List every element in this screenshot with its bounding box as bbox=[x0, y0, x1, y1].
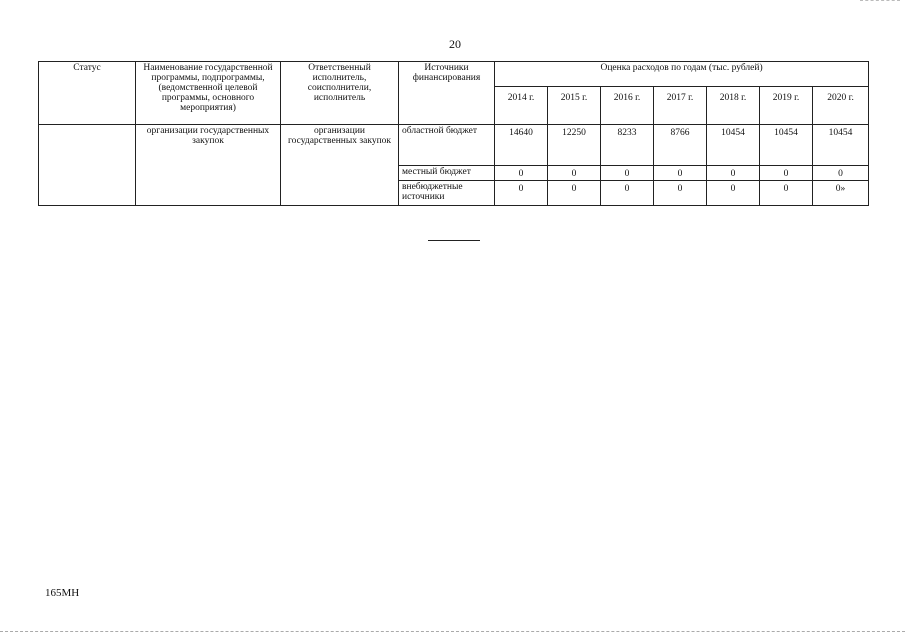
funding-source-cell: областной бюджет bbox=[399, 125, 495, 166]
value-cell: 0 bbox=[654, 166, 707, 181]
footer-document-code: 165МН bbox=[45, 587, 80, 599]
value-cell: 0 bbox=[813, 166, 869, 181]
program-name-cell: организации государственных закупок bbox=[136, 125, 281, 206]
value-cell: 0 bbox=[601, 166, 654, 181]
value-cell: 0 bbox=[548, 166, 601, 181]
value-cell: 10454 bbox=[707, 125, 760, 166]
page-number: 20 bbox=[449, 37, 461, 51]
budget-table bbox=[38, 61, 869, 206]
header-year: 2014 г. bbox=[495, 87, 548, 125]
header-year: 2019 г. bbox=[760, 87, 813, 125]
scan-corner-divider bbox=[860, 0, 900, 1]
funding-source-cell: местный бюджет bbox=[399, 166, 495, 181]
header-expense-estimate: Оценка расходов по годам (тыс. рублей) bbox=[495, 62, 869, 87]
header-year: 2018 г. bbox=[707, 87, 760, 125]
value-cell: 0 bbox=[601, 181, 654, 206]
table-row bbox=[39, 125, 869, 166]
value-cell: 0 bbox=[760, 166, 813, 181]
funding-source-cell: внебюджетные источники bbox=[399, 181, 495, 206]
status-cell bbox=[39, 125, 136, 206]
value-cell: 0 bbox=[707, 181, 760, 206]
responsible-cell: организации государственных закупок bbox=[281, 125, 399, 206]
header-year: 2015 г. bbox=[548, 87, 601, 125]
header-year: 2017 г. bbox=[654, 87, 707, 125]
value-cell: 12250 bbox=[548, 125, 601, 166]
header-row bbox=[39, 62, 869, 87]
end-rule-divider bbox=[428, 240, 480, 241]
header-year: 2016 г. bbox=[601, 87, 654, 125]
value-cell: 10454 bbox=[813, 125, 869, 166]
header-program-name: Наименование государственной программы, подпрограммы, (ведомственной целевой программы, основного мероприятия) bbox=[136, 62, 281, 125]
value-cell: 0 bbox=[548, 181, 601, 206]
value-cell: 0 bbox=[495, 166, 548, 181]
header-responsible: Ответственный исполнитель, соисполнители, исполнитель bbox=[281, 62, 399, 125]
header-status: Статус bbox=[39, 62, 136, 125]
value-cell: 0» bbox=[813, 181, 869, 206]
header-year: 2020 г. bbox=[813, 87, 869, 125]
value-cell: 8766 bbox=[654, 125, 707, 166]
value-cell: 0 bbox=[654, 181, 707, 206]
scan-edge-divider bbox=[0, 631, 905, 632]
value-cell: 14640 bbox=[495, 125, 548, 166]
value-cell: 0 bbox=[760, 181, 813, 206]
value-cell: 0 bbox=[707, 166, 760, 181]
value-cell: 0 bbox=[495, 181, 548, 206]
value-cell: 10454 bbox=[760, 125, 813, 166]
header-funding-sources: Источники финансирования bbox=[399, 62, 495, 125]
value-cell: 8233 bbox=[601, 125, 654, 166]
